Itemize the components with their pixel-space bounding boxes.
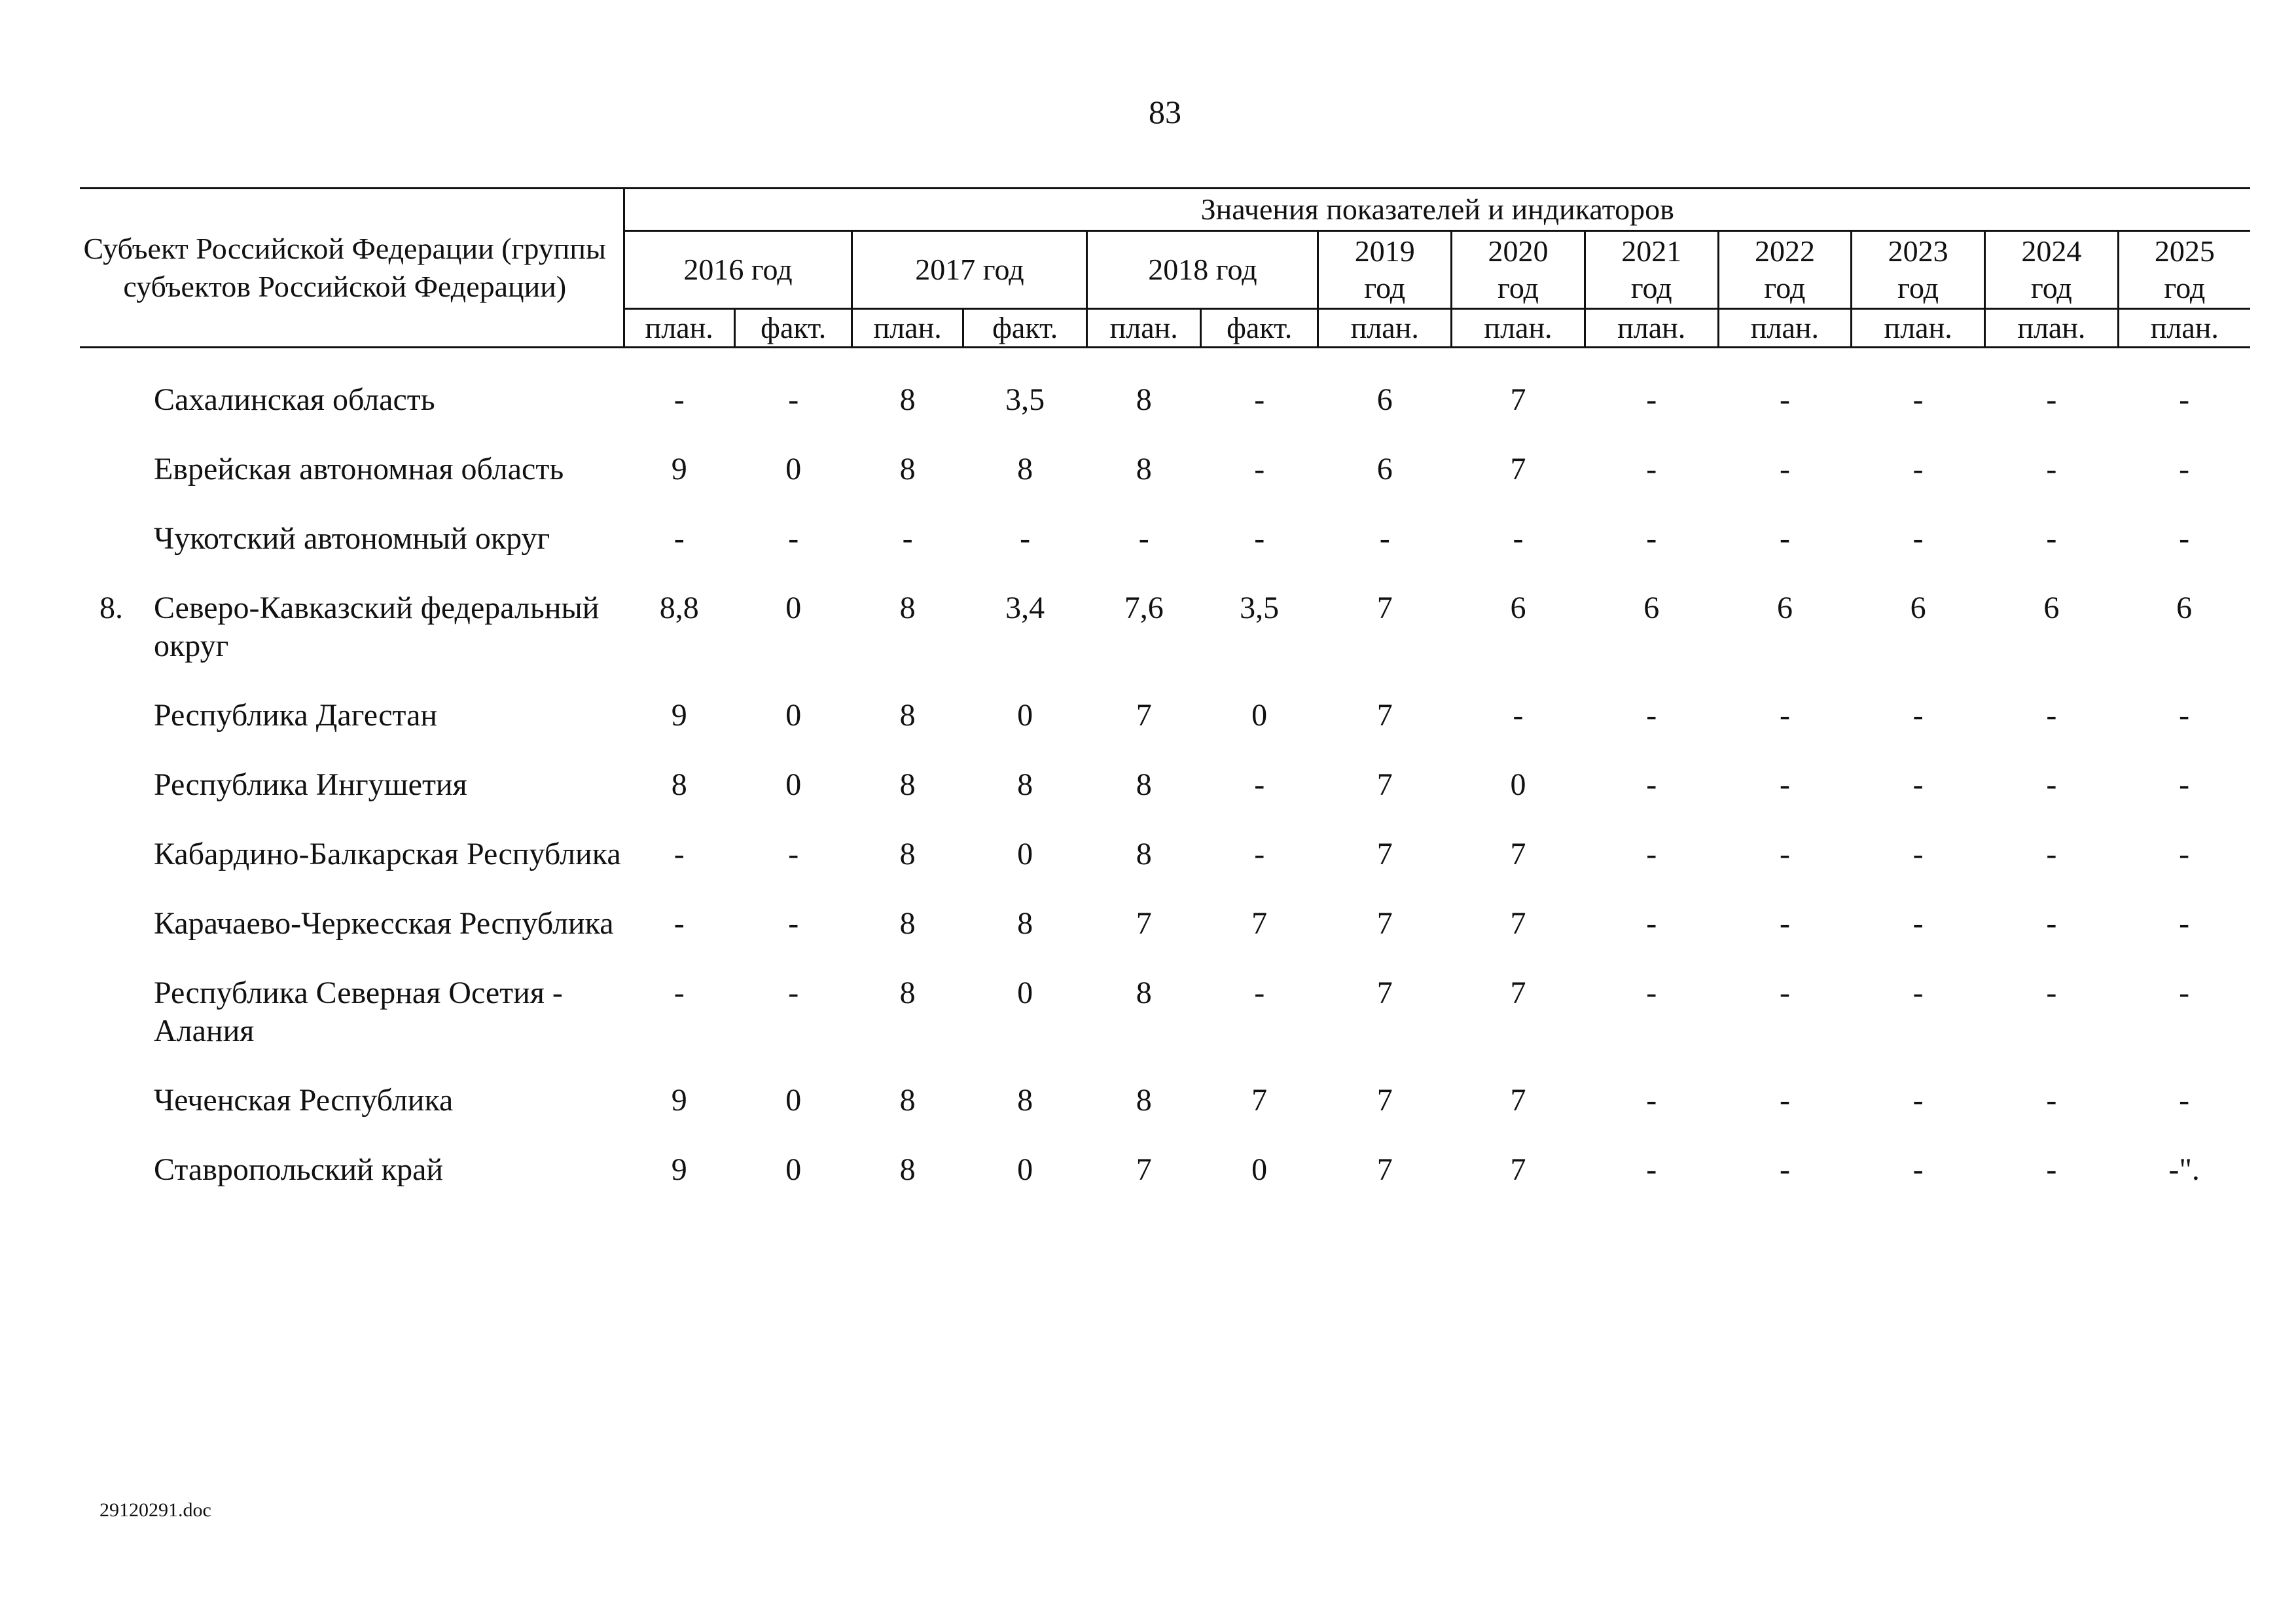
indicator-value: - [1513,698,1524,733]
indicator-value: 0 [785,698,802,733]
indicator-value: 8 [1017,1083,1033,1118]
indicator-value: 9 [671,1152,687,1187]
indicator-value: - [1254,976,1265,1010]
indicator-value: 7 [1510,906,1526,941]
indicator-value: 7 [1376,837,1393,871]
year-header: 2022 год [1718,231,1852,309]
row-number [80,960,154,1067]
indicator-value: 0 [1017,698,1033,733]
indicator-value: 7 [1136,906,1152,941]
indicator-value: 8 [899,906,916,941]
indicator-value: 8 [899,698,916,733]
indicator-value: - [2179,1083,2190,1118]
region-name: Северо-Кавказский федеральный округ [153,591,600,663]
table-row [80,821,2250,890]
table-row [80,505,2250,575]
indicator-value: - [1912,976,1924,1010]
indicator-value: - [2179,452,2190,486]
indicator-value: - [1779,698,1790,733]
indicator-value: - [1912,1083,1924,1118]
indicator-value: - [1646,452,1657,486]
indicator-value: - [673,521,685,556]
indicator-value: 7 [1136,1152,1152,1187]
indicator-value: - [673,906,685,941]
indicator-value: - [1912,767,1924,802]
indicator-value: 6 [1510,591,1526,625]
indicator-value: 6 [1643,591,1660,625]
indicator-value: - [2046,1083,2057,1118]
indicator-value: - [2179,767,2190,802]
indicator-value: - [1020,521,1031,556]
year-header: 2016 год [624,231,852,309]
table-row [80,1067,2250,1137]
region-name: Карачаево-Черкесская Республика [153,906,614,941]
indicator-value: - [2046,521,2057,556]
region-name: Республика Ингушетия [153,767,467,802]
indicator-value: 7,6 [1124,591,1164,625]
indicator-value: 6 [2043,591,2060,625]
year-header: 2018 год [1087,231,1318,309]
year-header: 2024 год [1985,231,2119,309]
indicator-value: - [2046,452,2057,486]
indicator-value: 6 [1776,591,1793,625]
indicator-value: 7 [1376,591,1393,625]
indicator-value: 0 [1510,767,1526,802]
indicator-value: 7 [1510,452,1526,486]
indicator-value: - [2046,767,2057,802]
indicator-value: - [2046,976,2057,1010]
table-row [80,436,2250,505]
region-name: Республика Северная Осетия - Алания [153,976,563,1048]
indicator-value: - [1779,767,1790,802]
indicator-value: - [1646,1083,1657,1118]
indicator-value: 7 [1376,1083,1393,1118]
indicator-value: - [1912,1152,1924,1187]
indicator-value: 8 [899,976,916,1010]
table-row [80,960,2250,1067]
indicator-value: 0 [785,591,802,625]
region-name: Сахалинская область [153,382,435,417]
indicator-value: - [1912,452,1924,486]
indicator-value: - [2046,837,2057,871]
indicator-value: - [2046,698,2057,733]
indicator-value: - [1646,382,1657,417]
table-row [80,367,2250,436]
indicator-value: - [1779,452,1790,486]
plan-fact-header: план. [1852,309,1985,348]
table-row [80,752,2250,821]
indicator-value: 7 [1136,698,1152,733]
region-name: Чукотский автономный округ [153,521,550,556]
indicator-value: - [2179,521,2190,556]
indicator-value: 7 [1251,906,1268,941]
indicator-value: 0 [785,1152,802,1187]
indicator-value: 6 [1376,452,1393,486]
indicator-value: 8 [899,591,916,625]
indicator-value: - [1779,1152,1790,1187]
indicator-value: 7 [1510,837,1526,871]
indicator-value: 7 [1376,698,1393,733]
indicator-value: 8 [1136,1083,1152,1118]
indicator-value: 3,5 [1240,591,1280,625]
plan-fact-header: план. [2118,309,2250,348]
indicator-value: - [1779,906,1790,941]
indicator-value: 7 [1510,1083,1526,1118]
indicator-value: 9 [671,698,687,733]
indicator-value: - [1912,521,1924,556]
year-header: 2017 год [852,231,1087,309]
indicator-value: - [1912,906,1924,941]
indicator-value: 3,4 [1005,591,1045,625]
row-number [80,752,154,821]
indicator-value: - [1254,521,1265,556]
indicator-value: 8 [1017,906,1033,941]
indicator-value: 7 [1510,976,1526,1010]
indicator-value: 7 [1510,382,1526,417]
table-row [80,1137,2250,1206]
indicator-value: 7 [1251,1083,1268,1118]
indicator-value: - [1779,521,1790,556]
table-row [80,890,2250,960]
plan-fact-header: факт. [734,309,852,348]
indicator-value: - [788,906,799,941]
plan-fact-header: план. [852,309,963,348]
indicator-value: - [788,382,799,417]
year-header: 2020 год [1452,231,1585,309]
indicator-value: - [673,382,685,417]
indicator-value: 9 [671,452,687,486]
region-name: Кабардино-Балкарская Республика [153,837,621,871]
indicator-value: - [1254,382,1265,417]
indicator-value: - [1138,521,1149,556]
row-number [80,821,154,890]
indicator-value: 0 [1017,976,1033,1010]
indicator-value: 8 [1136,976,1152,1010]
indicator-value: - [673,976,685,1010]
indicator-value: - [2179,976,2190,1010]
row-number [80,682,154,752]
table-body [80,348,2250,1207]
indicator-value: 0 [785,767,802,802]
indicator-value: - [1912,698,1924,733]
plan-fact-header: план. [1087,309,1200,348]
indicator-value: - [1779,382,1790,417]
indicator-value: - [902,521,913,556]
indicator-value: 6 [2176,591,2193,625]
indicator-value: 6 [1376,382,1393,417]
indicator-value: 9 [671,1083,687,1118]
footer-filename: 29120291.doc [99,1499,211,1521]
indicator-value: 8 [1017,767,1033,802]
indicator-value: - [2046,1152,2057,1187]
indicator-value: 8 [1136,767,1152,802]
table-row [80,682,2250,752]
indicator-value: - [1646,698,1657,733]
indicator-value: 8 [899,382,916,417]
region-name: Чеченская Республика [153,1083,454,1118]
indicator-value: 0 [1251,1152,1268,1187]
indicator-value: - [1646,837,1657,871]
indicator-value: 8 [899,1083,916,1118]
year-header: 2025 год [2118,231,2250,309]
indicator-value: 7 [1376,906,1393,941]
indicator-value: 0 [1251,698,1268,733]
indicator-value: 7 [1510,1152,1526,1187]
indicator-value: - [1646,1152,1657,1187]
indicator-value: 8 [899,837,916,871]
row-number [80,1137,154,1206]
indicator-value: - [1646,976,1657,1010]
indicator-value: - [2046,382,2057,417]
indicator-value: - [2046,906,2057,941]
indicator-value: - [1646,767,1657,802]
indicator-value: 8 [899,452,916,486]
table-header [80,189,2250,348]
region-name: Республика Дагестан [153,698,438,733]
indicator-value: 8 [1136,837,1152,871]
indicator-value: 6 [1910,591,1926,625]
indicator-value: - [1779,1083,1790,1118]
plan-fact-header: план. [1985,309,2119,348]
indicator-value: 8 [1136,382,1152,417]
indicator-table-container [80,187,2250,1206]
indicator-value: - [788,521,799,556]
indicator-value: 8 [1017,452,1033,486]
indicator-value: - [1779,976,1790,1010]
indicator-value: 0 [785,452,802,486]
indicator-value: - [1254,452,1265,486]
indicator-value: - [2179,837,2190,871]
plan-fact-header: план. [1318,309,1452,348]
indicator-value: 8 [899,1152,916,1187]
indicator-value: - [2179,382,2190,417]
indicator-value: - [673,837,685,871]
indicator-value: 8 [1136,452,1152,486]
year-header: 2023 год [1852,231,1985,309]
plan-fact-header: план. [624,309,734,348]
table-row [80,575,2250,682]
indicator-value: 0 [785,1083,802,1118]
indicator-value: 0 [1017,1152,1033,1187]
plan-fact-header: план. [1585,309,1718,348]
indicator-value: - [1513,521,1524,556]
indicator-value: - [1254,837,1265,871]
plan-fact-header: факт. [963,309,1087,348]
indicator-value: 8,8 [659,591,699,625]
page-number: 83 [1149,94,1181,130]
year-header: 2021 год [1585,231,1718,309]
plan-fact-header: план. [1452,309,1585,348]
region-name: Ставропольский край [153,1152,444,1187]
indicator-value: 0 [1017,837,1033,871]
row-number [80,436,154,505]
indicator-value: 8 [671,767,687,802]
indicator-value: - [1646,521,1657,556]
indicator-value: - [788,976,799,1010]
indicator-value: 7 [1376,976,1393,1010]
indicator-table [80,187,2250,1206]
region-name: Еврейская автономная область [153,452,564,486]
indicator-value: - [2179,698,2190,733]
row-number [80,1067,154,1137]
row-number [80,367,154,436]
indicator-value: - [1379,521,1390,556]
indicator-value: 7 [1376,1152,1393,1187]
indicator-value: - [1912,382,1924,417]
indicator-value: - [1646,906,1657,941]
indicator-value: - [1779,837,1790,871]
plan-fact-header: план. [1718,309,1852,348]
indicator-value: - [2179,906,2190,941]
row-number: 8. [99,591,123,625]
indicator-value: - [1254,767,1265,802]
row-number [80,890,154,960]
indicator-value: 7 [1376,767,1393,802]
indicator-value: - [788,837,799,871]
row-number [80,505,154,575]
indicator-value: -". [2168,1152,2200,1187]
plan-fact-header: факт. [1200,309,1318,348]
year-header: 2019 год [1318,231,1452,309]
subject-header: Субъект Российской Федерации (группы субъектов Российской Федерации) [80,189,624,348]
indicator-value: 8 [899,767,916,802]
indicator-value: - [1912,837,1924,871]
values-group-header: Значения показателей и индикаторов [624,189,2250,231]
indicator-value: 3,5 [1005,382,1045,417]
